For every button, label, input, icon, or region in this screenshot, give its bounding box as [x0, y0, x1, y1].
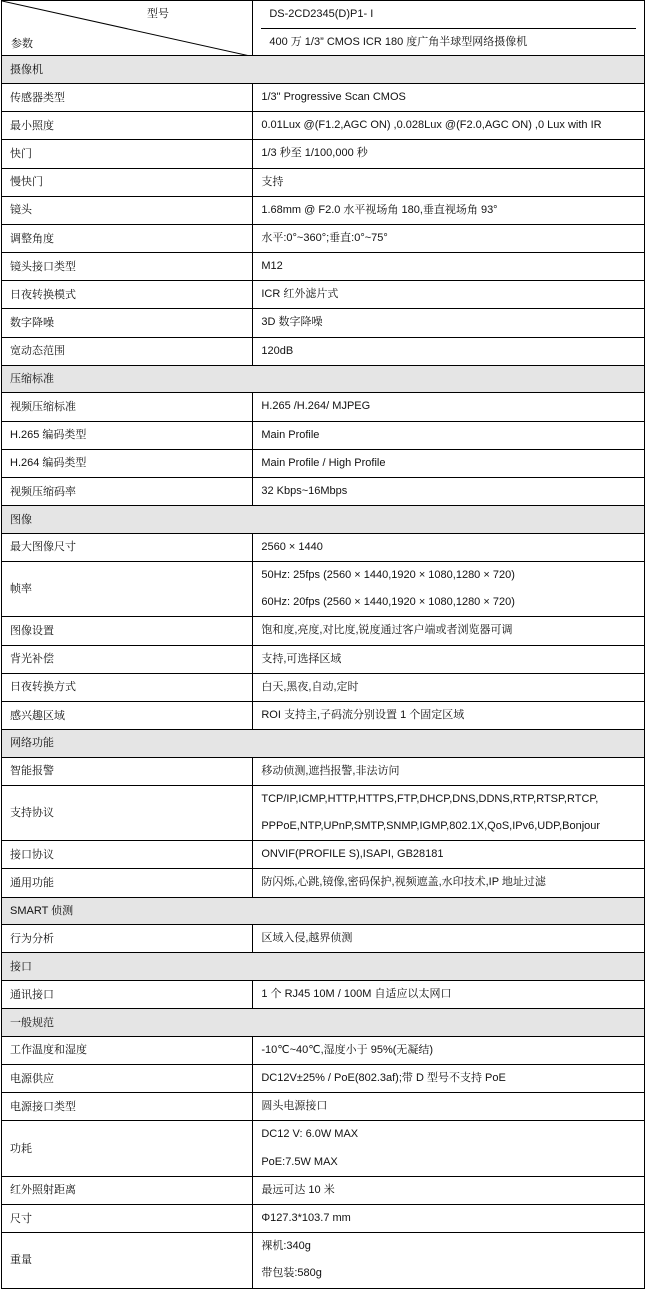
table-row — [2, 1233, 645, 1288]
param-value-line: 防闪烁,心跳,镜像,密码保护,视频遮盖,水印技术,IP 地址过滤 — [261, 876, 546, 889]
table-row — [2, 196, 645, 224]
param-value — [253, 478, 645, 506]
section-title: SMART 侦测 — [2, 897, 645, 925]
param-value-line: 1 个 RJ45 10M / 100M 自适应以太网口 — [261, 988, 452, 1001]
param-value — [253, 841, 645, 869]
section-header-row — [2, 730, 645, 758]
param-value-line: 0.01Lux @(F1.2,AGC ON) ,0.028Lux @(F2.0,AGC ON) ,0 Lux with IR — [261, 119, 602, 132]
param-value — [253, 1036, 645, 1064]
param-value-line: 裸机:340g — [261, 1240, 311, 1253]
table-row — [2, 309, 645, 337]
param-value — [253, 140, 645, 168]
table-row — [2, 645, 645, 673]
table-row — [2, 1204, 645, 1232]
param-value — [253, 1204, 645, 1232]
param-value — [253, 112, 645, 140]
param-name: 尺寸 — [2, 1204, 253, 1232]
param-name: 行为分析 — [2, 925, 253, 953]
param-value — [253, 981, 645, 1009]
param-value — [253, 224, 645, 252]
param-name: 调整角度 — [2, 224, 253, 252]
diagonal-line — [2, 1, 250, 56]
header-label-params: 参数 — [11, 38, 33, 50]
param-value — [253, 1093, 645, 1121]
table-row — [2, 253, 645, 281]
param-name: 电源供应 — [2, 1065, 253, 1093]
section-header-row — [2, 953, 645, 981]
table-row — [2, 533, 645, 561]
table-row — [2, 281, 645, 309]
param-value — [253, 533, 645, 561]
param-name: 宽动态范围 — [2, 337, 253, 365]
param-value-line: Main Profile / High Profile — [261, 456, 386, 469]
param-value-line: 1/3 秒至 1/100,000 秒 — [261, 147, 368, 160]
param-value — [253, 1065, 645, 1093]
table-row — [2, 561, 645, 616]
param-name: 图像设置 — [2, 617, 253, 645]
param-name: 支持协议 — [2, 785, 253, 840]
section-header-row — [2, 365, 645, 393]
param-value-line: 白天,黑夜,自动,定时 — [261, 680, 359, 693]
section-title: 接口 — [2, 953, 645, 981]
param-name: 红外照射距离 — [2, 1176, 253, 1204]
table-row — [2, 869, 645, 897]
param-name: H.265 编码类型 — [2, 421, 253, 449]
param-value-line: ONVIF(PROFILE S),ISAPI, GB28181 — [261, 848, 444, 861]
param-value — [253, 757, 645, 785]
table-row — [2, 1093, 645, 1121]
section-title: 网络功能 — [2, 730, 645, 758]
param-name: 视频压缩码率 — [2, 478, 253, 506]
section-title: 一般规范 — [2, 1009, 645, 1037]
param-name: 镜头接口类型 — [2, 253, 253, 281]
table-row — [2, 841, 645, 869]
param-name: 感兴趣区域 — [2, 701, 253, 729]
table-row — [2, 1176, 645, 1204]
param-value-line: 移动侦测,遮挡报警,非法访问 — [261, 764, 400, 777]
table-row — [2, 83, 645, 111]
param-value — [253, 645, 645, 673]
param-value — [253, 1233, 645, 1288]
param-value-line: M12 — [261, 260, 283, 273]
header-row — [2, 1, 645, 56]
table-row — [2, 140, 645, 168]
param-name: 传感器类型 — [2, 83, 253, 111]
param-value-line: 支持,可选择区域 — [261, 652, 342, 665]
table-row — [2, 673, 645, 701]
param-name: 智能报警 — [2, 757, 253, 785]
model-description: 400 万 1/3” CMOS ICR 180 度广角半球型网络摄像机 — [269, 35, 528, 48]
param-value — [253, 168, 645, 196]
section-header-row — [2, 506, 645, 534]
spec-table-body — [2, 1, 645, 1289]
table-row — [2, 701, 645, 729]
table-row — [2, 421, 645, 449]
section-title: 摄像机 — [2, 56, 645, 84]
table-row — [2, 785, 645, 840]
param-value-line: 饱和度,亮度,对比度,锐度通过客户端或者浏览器可调 — [261, 624, 513, 637]
table-row — [2, 1121, 645, 1176]
param-name: 工作温度和湿度 — [2, 1036, 253, 1064]
table-row — [2, 757, 645, 785]
table-row — [2, 168, 645, 196]
param-value — [253, 617, 645, 645]
param-value — [253, 701, 645, 729]
param-name: 通讯接口 — [2, 981, 253, 1009]
section-title: 压缩标准 — [2, 365, 645, 393]
param-name: 功耗 — [2, 1121, 253, 1176]
param-value-line: Φ127.3*103.7 mm — [261, 1211, 351, 1224]
param-value-line: PPPoE,NTP,UPnP,SMTP,SNMP,IGMP,802.1X,QoS,IPv6,UDP,Bonjour — [261, 820, 601, 833]
model-info-cell — [253, 1, 645, 56]
param-name: 电源接口类型 — [2, 1093, 253, 1121]
param-value-line: 支持 — [261, 175, 284, 188]
section-title: 图像 — [2, 506, 645, 534]
param-value-line: 120dB — [261, 344, 294, 357]
param-value-line: 1.68mm @ F2.0 水平视场角 180,垂直视场角 93° — [261, 203, 498, 216]
param-name: 最小照度 — [2, 112, 253, 140]
section-header-row — [2, 897, 645, 925]
param-value-line: 3D 数字降噪 — [261, 316, 323, 329]
param-value — [253, 253, 645, 281]
param-value-line: 2560 × 1440 — [261, 540, 323, 553]
section-header-row — [2, 1009, 645, 1037]
param-value-line: 50Hz: 25fps (2560 × 1440,1920 × 1080,1280 × 720) — [261, 568, 515, 581]
param-value-line: 区域入侵,越界侦测 — [261, 932, 353, 945]
param-value — [253, 309, 645, 337]
param-value-line: TCP/IP,ICMP,HTTP,HTTPS,FTP,DHCP,DNS,DDNS,RTP,RTSP,RTCP, — [261, 792, 599, 805]
param-name: H.264 编码类型 — [2, 449, 253, 477]
diagonal-header-cell — [2, 1, 253, 56]
table-row — [2, 224, 645, 252]
param-value-line: Main Profile — [261, 428, 320, 441]
table-row — [2, 337, 645, 365]
table-row — [2, 981, 645, 1009]
section-header-row — [2, 56, 645, 84]
param-value-line: -10℃~40℃,湿度小于 95%(无凝结) — [261, 1043, 434, 1056]
param-value-line: 水平:0°~360°;垂直:0°~75° — [261, 231, 388, 244]
param-value-line: 1/3" Progressive Scan CMOS — [261, 90, 406, 103]
param-value — [253, 561, 645, 616]
param-name: 背光补偿 — [2, 645, 253, 673]
param-value — [253, 83, 645, 111]
param-name: 帧率 — [2, 561, 253, 616]
param-value-line: ROI 支持主,子码流分别设置 1 个固定区域 — [261, 708, 465, 721]
spec-table — [1, 0, 645, 1289]
param-value-line: 圆头电源接口 — [261, 1100, 328, 1113]
table-row — [2, 112, 645, 140]
param-value — [253, 1176, 645, 1204]
param-value — [253, 337, 645, 365]
param-name: 通用功能 — [2, 869, 253, 897]
param-value-line: 32 Kbps~16Mbps — [261, 485, 348, 498]
param-name: 镜头 — [2, 196, 253, 224]
table-row — [2, 478, 645, 506]
param-name: 接口协议 — [2, 841, 253, 869]
table-row — [2, 393, 645, 421]
table-row — [2, 449, 645, 477]
param-value — [253, 421, 645, 449]
param-value-line: PoE:7.5W MAX — [261, 1155, 338, 1168]
param-value — [253, 673, 645, 701]
model-number: DS-2CD2345(D)P1- I — [261, 1, 636, 29]
table-row — [2, 1036, 645, 1064]
table-row — [2, 617, 645, 645]
param-value — [253, 1121, 645, 1176]
param-value-line: 带包装:580g — [261, 1267, 322, 1280]
param-value-line: H.265 /H.264/ MJPEG — [261, 400, 371, 413]
param-value — [253, 869, 645, 897]
param-value — [253, 393, 645, 421]
param-value-line: 最远可达 10 米 — [261, 1183, 335, 1196]
param-value — [253, 785, 645, 840]
param-name: 数字降噪 — [2, 309, 253, 337]
param-name: 视频压缩标准 — [2, 393, 253, 421]
param-value-line: DC12 V: 6.0W MAX — [261, 1128, 359, 1141]
param-value — [253, 196, 645, 224]
param-name: 最大图像尺寸 — [2, 533, 253, 561]
param-value-line: ICR 红外滤片式 — [261, 288, 339, 301]
param-value-line: DC12V±25% / PoE(802.3af);带 D 型号不支持 PoE — [261, 1072, 506, 1085]
param-name: 重量 — [2, 1233, 253, 1288]
param-name: 快门 — [2, 140, 253, 168]
table-row — [2, 925, 645, 953]
header-label-model: 型号 — [147, 8, 169, 20]
param-name: 日夜转换方式 — [2, 673, 253, 701]
param-value-line: 60Hz: 20fps (2560 × 1440,1920 × 1080,1280 × 720) — [261, 596, 515, 609]
param-value — [253, 449, 645, 477]
param-value — [253, 281, 645, 309]
table-row — [2, 1065, 645, 1093]
param-value — [253, 925, 645, 953]
param-name: 日夜转换模式 — [2, 281, 253, 309]
param-name: 慢快门 — [2, 168, 253, 196]
